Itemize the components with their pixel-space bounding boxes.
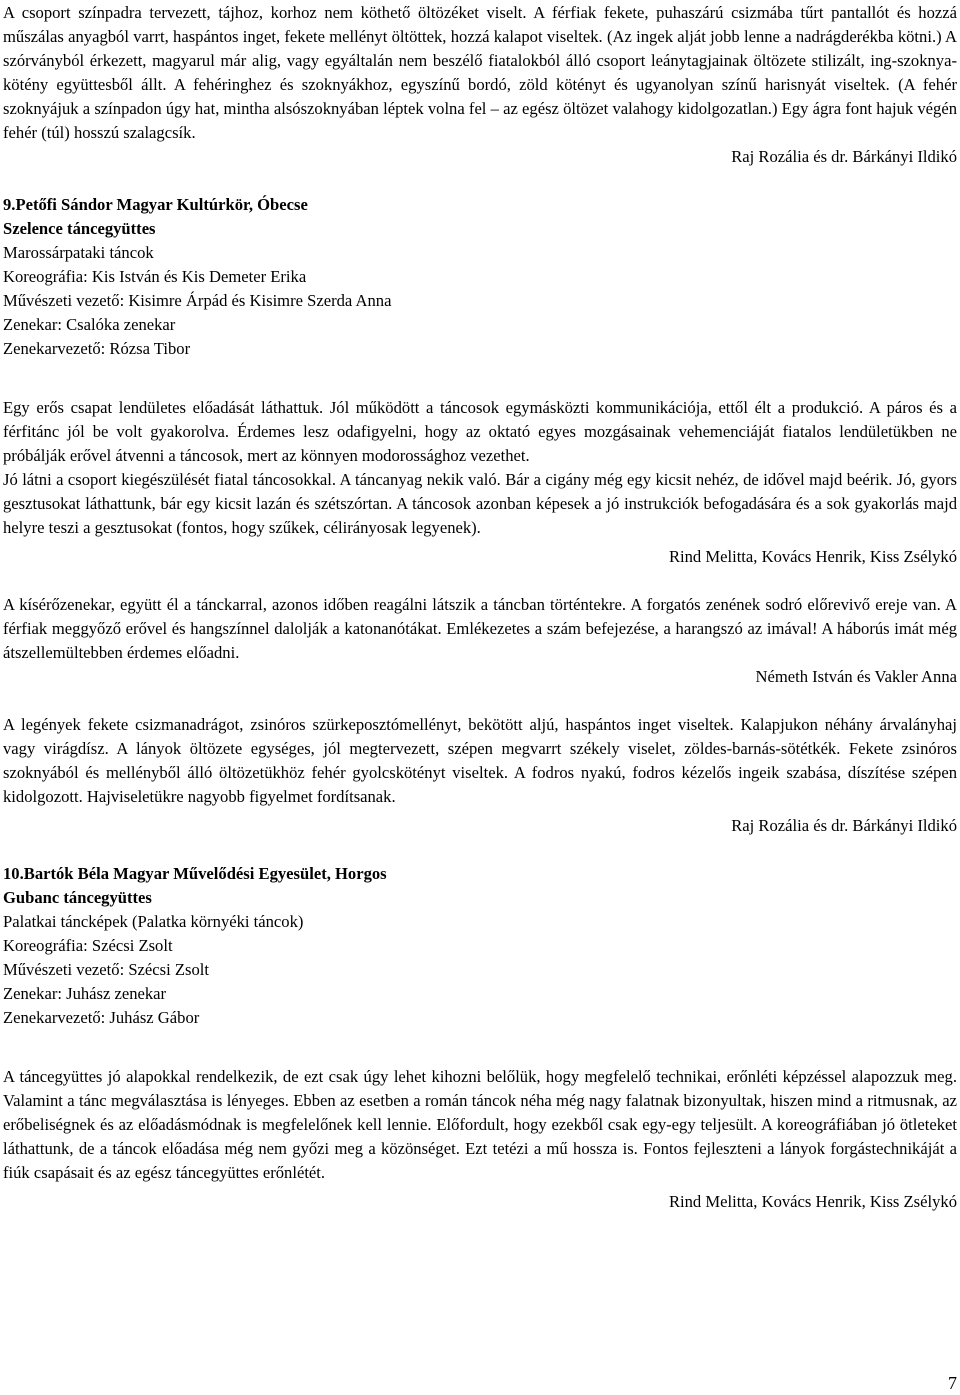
section-9-review-2: A kísérőzenekar, együtt él a tánckarral, azonos időben reagálni látszik a táncban történtekre. A forgatós zenének sodró előrevivő ereje van. A férfiak meggyőző erővel és hangszínnel dalolják a katonanótákat. Emlékezetes a szám befejezése, a harangszó az imával! A háborús imát még átszellemültebben érdemes előadni. (3, 595, 957, 662)
section-9-review-1-para-1: Egy erős csapat lendületes előadását láthattuk. Jól működött a táncosok egymásközti kommunikációja, ettől élt a produkció. A páros és a férfitánc jól be volt gyakorolva. Érdemes lesz odafigyelni, hogy az oktató egyes mozgásainak vehemenciáját fiatalos lendületükben ne próbálják erővel átvenni a táncosok, mert az könnyen modorossághoz vezethet. (3, 398, 957, 465)
section-10-choreography: Koreográfia: Szécsi Zsolt (3, 936, 173, 955)
section-10-organization: Bartók Béla Magyar Művelődési Egyesület, Horgos (23, 864, 387, 883)
page-number: 7 (948, 1373, 957, 1393)
document-page (3, 1, 957, 1214)
section-10-review-1: A táncegyüttes jó alapokkal rendelkezik, de ezt csak úgy lehet kihozni belőlük, hogy megfelelő technikai, erőnléti képzéssel alapozzuk meg. Valamint a tánc megválasztása is lényeges. Ebben az esetben a román táncok néha még nagy falatnak bizonyultak, hiszen mind a ritmusnak, az erőbeliségnek és az előadásmódnak is megfelelőnek kell lennie. Előfordult, hogy ezekből csak egy-egy teljesült. A koreográfiában jó ötleteket láthattunk, de a táncok előadása még nem győzi meg a közönséget. Ezt tetézi a mű hossza is. Fontos fejleszteni a lányok forgástechnikáját a fiúk csapásait és az egész táncegyüttes erőnlétét. (3, 1067, 957, 1182)
section-10-band: Zenekar: Juhász zenekar (3, 984, 167, 1003)
section-9-review-2-signature: Németh István és Vakler Anna (755, 667, 957, 686)
section-9-band: Zenekar: Csalóka zenekar (3, 315, 176, 334)
section-10-review-1-signature: Rind Melitta, Kovács Henrik, Kiss Zsélykó (668, 1192, 957, 1211)
section-9-title (3, 193, 957, 217)
section-9-dances: Marossárpataki táncok (3, 243, 154, 262)
section-10-title (3, 862, 957, 886)
intro-paragraph: A csoport színpadra tervezett, tájhoz, korhoz nem köthető öltözéket viselt. A férfiak fekete, puhaszárú csizmába tűrt pantallót és hozzá műszálas anyagból varrt, haspántos inget, fekete mellényt öltöttek, hozzá kalapot viseltek. (Az ingek alját jobb lenne a nadrágderékba kötni.) A szórványból érkezett, magyarul már alig, vagy egyáltalán nem beszélő fiatalokból álló csoport leánytagjainak öltözete stilizált, ing-szoknya-kötény együttesből állt. A fehéringhez és szoknyákhoz, egyszínű bordó, zöld kötényt és ugyanolyan színű harisnyát viseltek. (A fehér szoknyájuk a színpadon úgy hat, mintha alsószoknyában léptek volna fel – az egész öltözet valahogy kidolgozatlan.) Egy ágra font hajuk végén fehér (túl) hosszú szalagcsík. (3, 3, 957, 142)
section-9-art-director: Művészeti vezető: Kisimre Árpád és Kisimre Szerda Anna (3, 291, 392, 310)
section-9-ensemble: Szelence táncegyüttes (3, 219, 156, 238)
section-9-number: 9. (3, 195, 16, 214)
section-9-review-3-signature: Raj Rozália és dr. Bárkányi Ildikó (731, 816, 957, 835)
section-10-band-leader: Zenekarvezető: Juhász Gábor (3, 1008, 200, 1027)
section-10-art-director: Művészeti vezető: Szécsi Zsolt (3, 960, 209, 979)
section-10-ensemble: Gubanc táncegyüttes (3, 888, 152, 907)
section-9-review-1-para-2: Jó látni a csoport kiegészülését fiatal táncosokkal. A táncanyag nekik való. Bár a cigány még egy kicsit nehéz, de idővel majd beérik. Jó, gyors gesztusokat láthattunk, bár egy kicsit lazán és szétszórtan. A táncosok azonban képesek a jó instrukciók befogadására és a sok gyakorlás majd helyre teszi a gesztusokat (fontos, hogy szűkek, célirányosak legyenek). (3, 470, 957, 537)
section-9-choreography: Koreográfia: Kis István és Kis Demeter Erika (3, 267, 307, 286)
section-10-number: 10. (3, 864, 24, 883)
section-10-header (3, 862, 957, 1030)
section-9-review-3: A legények fekete csizmanadrágot, zsinóros szürkeposztómellényt, bekötött aljú, haspántos inget viseltek. Kalapjukon néhány árvalányhaj vagy virágdísz. A lányok öltözete egységes, jól megtervezett, szépen megvarrt székely viselet, zöldes-barnás-sötétkék. Fekete zsinóros szoknyából és mellényből álló öltözetükhöz fehér gyolcskötényt viseltek. A fodros nyakú, fodros kézelős ingeik szabása, díszítése szépen kidolgozott. Hajviseletükre nagyobb figyelmet fordítsanak. (3, 715, 957, 806)
section-10-dances: Palatkai táncképek (Palatka környéki táncok) (3, 912, 304, 931)
section-9-band-leader: Zenekarvezető: Rózsa Tibor (3, 339, 191, 358)
section-9-header (3, 193, 957, 361)
intro-signature: Raj Rozália és dr. Bárkányi Ildikó (731, 147, 957, 166)
section-9-organization: Petőfi Sándor Magyar Kultúrkör, Óbecse (15, 195, 308, 214)
section-9-review-1-signature: Rind Melitta, Kovács Henrik, Kiss Zsélykó (668, 547, 957, 566)
